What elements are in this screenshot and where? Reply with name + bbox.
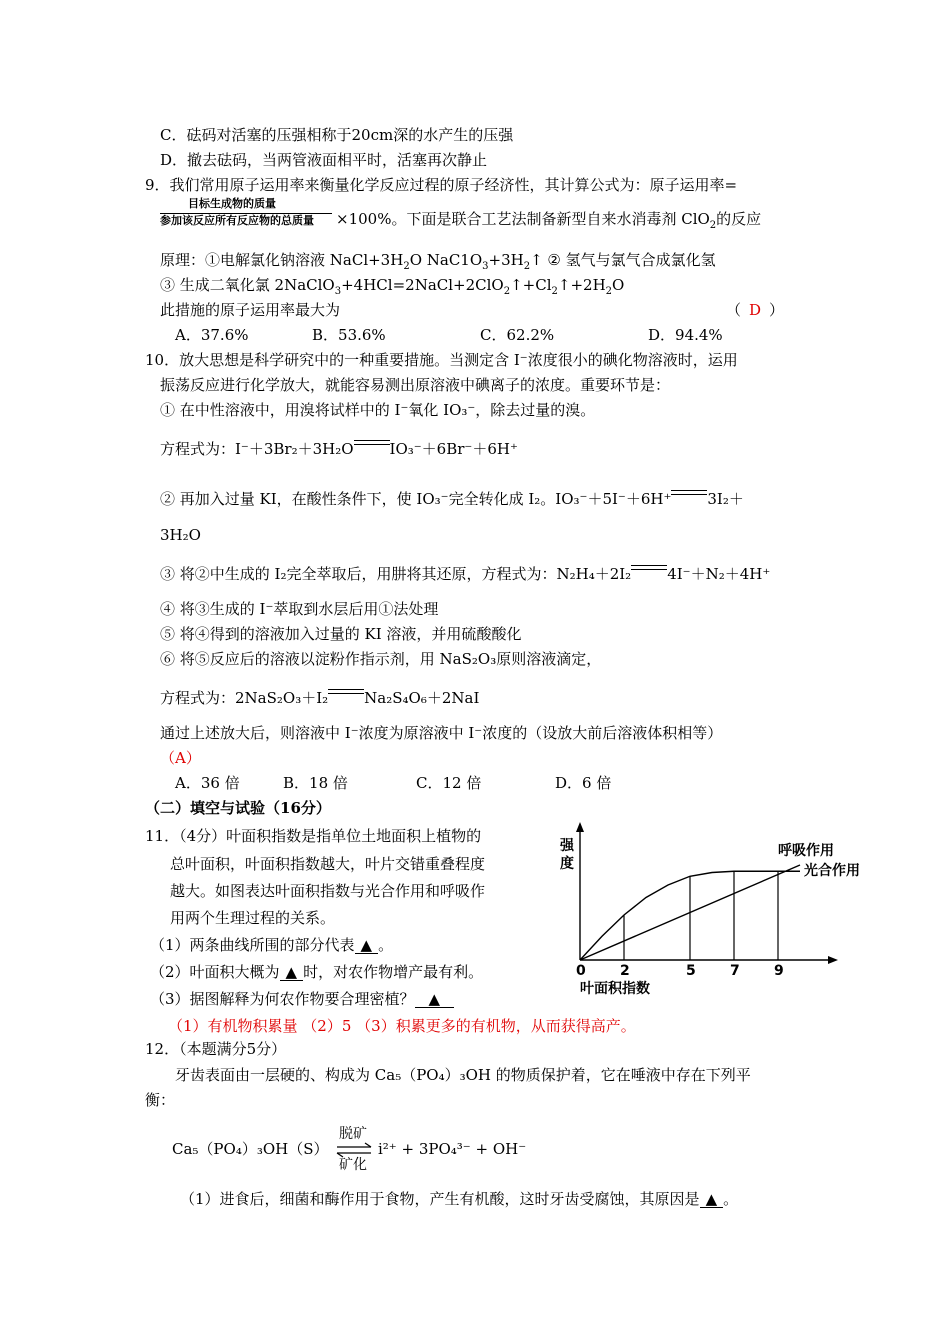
q9-option-a: A．37.6% [175, 326, 249, 344]
q9-answer-paren: （ D ） [726, 301, 785, 319]
x-tick-label: 2 [620, 963, 630, 979]
q8-option-c: C．砝码对活塞的压强相称于20cm深的水产生的压强 [160, 126, 514, 144]
q10-option-d: D．6 倍 [555, 774, 612, 792]
q10-stem-1: 10．放大思想是科学研究中的一种重要措施。当测定含 I⁻浓度很小的碘化物溶液时，运用 [145, 351, 738, 369]
x-axis-label: 叶面积指数 [580, 981, 650, 997]
q12-stem: 牙齿表面由一层硬的、构成为 Ca₅（PO₄）₃OH 的物质保护着，它在唾液中存在下列平 [175, 1066, 751, 1084]
q10-step-5: ⑤ 将④得到的溶液加入过量的 KI 溶液，并用硫酸酸化 [160, 625, 522, 643]
x-tick-label: 5 [686, 963, 696, 979]
q8-option-d: D．撤去砝码，当两管液面相平时，活塞再次静止 [160, 151, 488, 169]
equilibrium-arrows [335, 1143, 373, 1157]
q11-line-4: 用两个生理过程的关系。 [170, 909, 336, 927]
q10-question: 通过上述放大后，则溶液中 I⁻浓度为原溶液中 I⁻浓度的（设放大前后溶液体积相等） [160, 724, 723, 742]
x-axis-arrow [828, 956, 838, 964]
y-axis-label: 强度 [560, 838, 574, 872]
q12-equilibrium-right: i²⁺ + 3PO₄³⁻ + OH⁻ [378, 1140, 527, 1158]
answer-blank: ▲ [415, 992, 455, 1008]
q11-sub-1: （1）两条曲线所围的部分代表 ▲ 。 [150, 936, 394, 954]
demineralization-label: 脱矿 [339, 1126, 367, 1142]
q10-step-3: ③ 将②中生成的 I₂完全萃取后，用肼将其还原，方程式为：N₂H₄＋2I₂ 4I⁻＋N₂＋4H⁺ [160, 565, 771, 583]
q10-step-1: ① 在中性溶液中，用溴将试样中的 I⁻氧化 IO₃⁻，除去过量的溴。 [160, 401, 596, 419]
equals-sign [671, 490, 707, 500]
q10-step-6: ⑥ 将⑤反应后的溶液以淀粉作指示剂，用 NaS₂O₃原则溶液滴定， [160, 650, 602, 668]
fraction-denominator: 参加该反应所有反应物的总质量 [160, 214, 314, 227]
q9-answer: D [749, 301, 762, 319]
q9-stem: 9．我们常用原子运用率来衡量化学反应过程的原子经济性，其计算公式为：原子运用率= [145, 176, 738, 194]
series-label-respiration: 呼吸作用 [778, 843, 834, 859]
q9-question: 此措施的原子运用率最大为 [160, 301, 341, 319]
x-tick-label: 9 [774, 963, 784, 979]
q10-option-b: B．18 倍 [283, 774, 348, 792]
x-tick-label: 0 [576, 963, 586, 979]
q9-principle-1: 原理：①电解氯化钠溶液 $NaCl+3H_2O$ $NaC1O_3+3H_2↑$ ② 氢气与氯气合成氯化氢 [160, 251, 716, 272]
x-tick-label: 7 [730, 963, 740, 979]
q10-stem-2: 振荡反应进行化学放大，就能容易测出原溶液中碘离子的浓度。重要环节是： [160, 376, 671, 394]
q9-stem-cont: ×100%。下面是联合工艺法制备新型自来水消毒剂 ClO$_2$的反应 [336, 210, 762, 231]
answer-blank: ▲ [700, 1192, 724, 1208]
leaf-area-chart [550, 820, 860, 1005]
q11-sub-2: （2）叶面积大概为 ▲ 时，对农作物增产最有利。 [150, 963, 484, 981]
fraction-numerator: 目标生成物的质量 [188, 197, 276, 210]
q10-step-2: ② 再加入过量 KI，在酸性条件下，使 IO₃⁻完全转化成 I₂。IO₃⁻＋5I⁻＋6H⁺ 3I₂＋ [160, 490, 744, 508]
equals-sign [354, 440, 390, 450]
equals-sign [631, 565, 667, 575]
q11-line-2: 总叶面积，叶面积指数越大，叶片交错重叠程度 [170, 855, 486, 873]
q10-equation-6: 方程式为：2NaS₂O₃＋I₂ Na₂S₄O₆＋2NaI [160, 689, 480, 707]
q9-option-b: B．53.6% [312, 326, 386, 344]
q11-line-3: 越大。如图表达叶面积指数与光合作用和呼吸作 [170, 882, 486, 900]
mineralization-label: 矿化 [339, 1157, 367, 1173]
series-label-photosynthesis: 光合作用 [804, 863, 860, 879]
q12-stem-cont: 衡： [145, 1091, 176, 1109]
q10-equation-1: 方程式为：I⁻＋3Br₂＋3H₂O IO₃⁻＋6Br⁻＋6H⁺ [160, 440, 518, 458]
q10-step-4: ④ 将③生成的 I⁻萃取到水层后用①法处理 [160, 600, 439, 618]
q11-line-1: 11．（4分）叶面积指数是指单位土地面积上植物的 [145, 827, 482, 845]
q9-option-d: D．94.4% [648, 326, 723, 344]
q12-equilibrium-left: Ca₅（PO₄）₃OH（S） [172, 1140, 329, 1158]
q10-option-c: C．12 倍 [416, 774, 482, 792]
q10-option-a: A．36 倍 [175, 774, 240, 792]
q9-principle-3: ③ 生成二氧化氯 $2NaClO_3+4HCl=2NaCl+2ClO_2↑+Cl_2↑+2H_2O$ [160, 276, 625, 297]
y-axis-arrow [576, 822, 584, 832]
answer-blank: ▲ [280, 965, 304, 981]
q10-answer: （A） [160, 749, 201, 767]
q9-option-c: C．62.2% [480, 326, 555, 344]
q12-header: 12．（本题满分5分） [145, 1040, 287, 1058]
q11-answer: （1）有机物积累量 （2）5 （3）积累更多的有机物，从而获得高产。 [168, 1017, 636, 1035]
q10-step-2-cont: 3H₂O [160, 526, 201, 544]
answer-blank: ▲ [355, 938, 379, 954]
q11-sub-3: （3）据图解释为何农作物要合理密植？ ▲ [150, 992, 454, 1008]
q12-sub-1: （1）进食后，细菌和酶作用于食物，产生有机酸，这时牙齿受腐蚀，其原因是 ▲ 。 [180, 1190, 739, 1208]
section-heading: （二）填空与试验（16分） [145, 799, 331, 817]
equals-sign [328, 689, 364, 699]
